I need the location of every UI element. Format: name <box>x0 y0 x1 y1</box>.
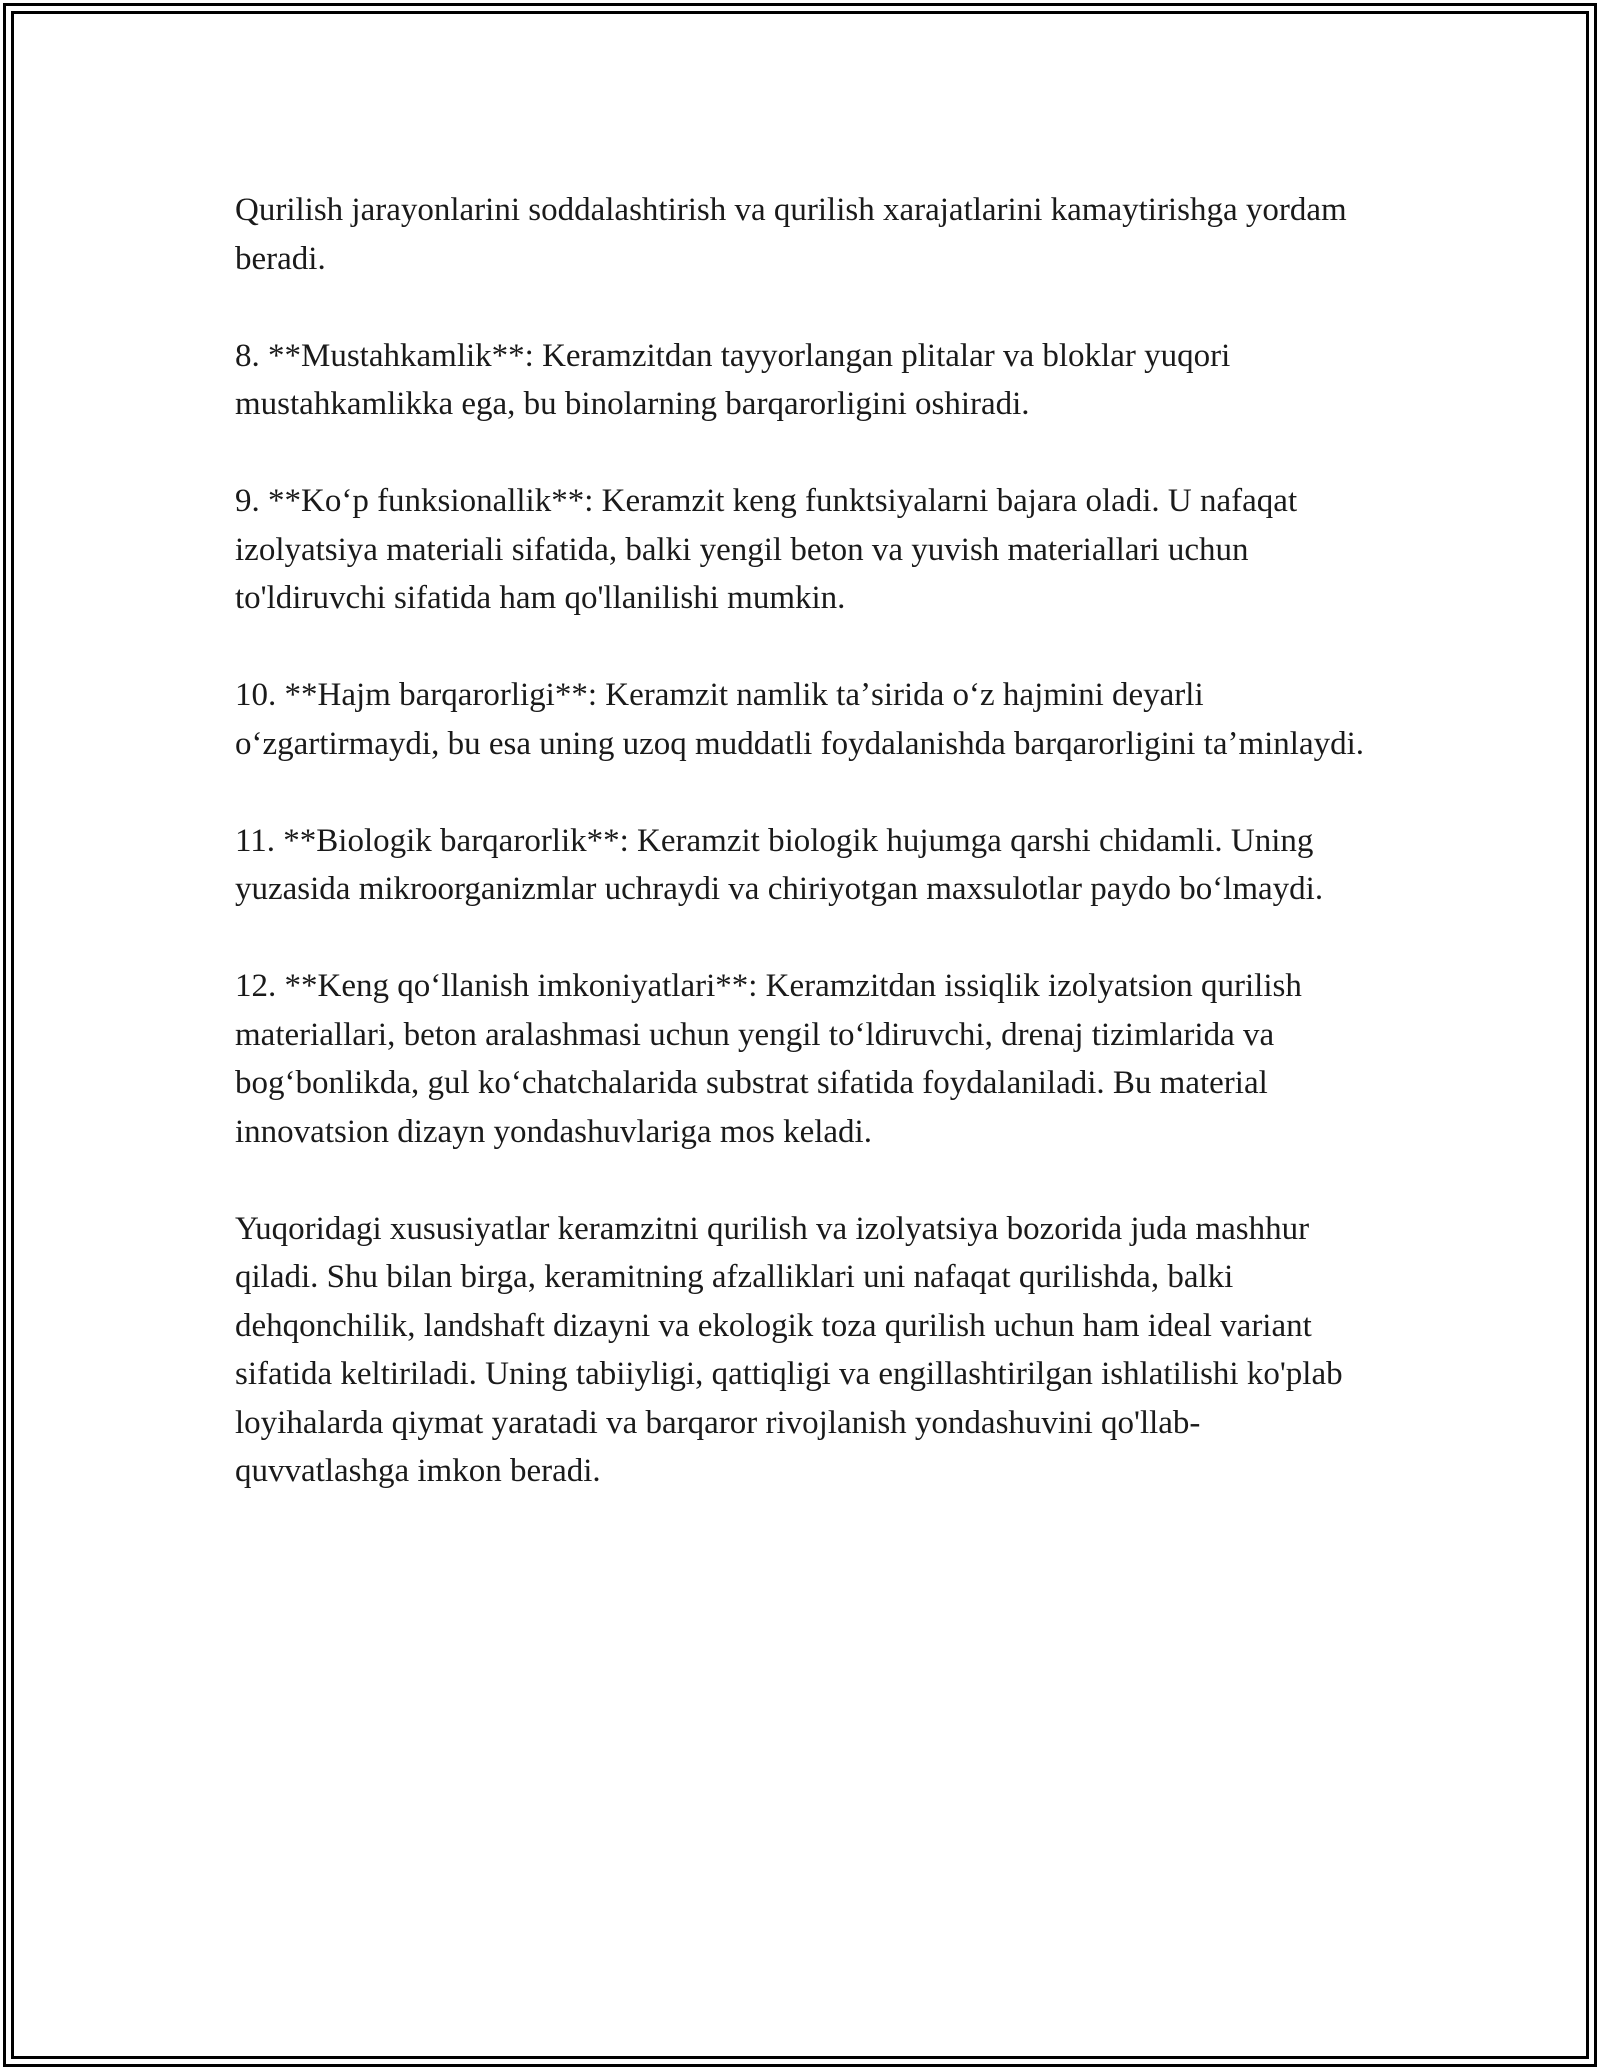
paragraph-item-11: 11. **Biologik barqarorlik**: Keramzit biologik hujumga qarshi chidamli. Uning yuzasida mikroorganizmlar uchraydi va chiriyotgan maxsulotlar paydo boʻlmaydi. <box>235 822 1324 907</box>
document-body <box>235 186 1365 1544</box>
paragraph-conclusion: Yuqoridagi xususiyatlar keramzitni qurilish va izolyatsiya bozorida juda mashhur qiladi. Shu bilan birga, keramitning afzalliklari uni nafaqat qurilishda, balki dehqonchilik, landshaft dizayni va ekologik toza qurilish uchun ham ideal variant sifatida keltiriladi. Uning tabiiyligi, qattiqligi va engillashtirilgan ishlatilishi ko'plab loyihalarda qiymat yaratadi va barqaror rivojlanish yondashuvini qo'llab-quvvatlashga imkon beradi. <box>235 1210 1343 1489</box>
paragraph-intro-continuation: Qurilish jarayonlarini soddalashtirish va qurilish xarajatlarini kamaytirishga yordam beradi. <box>235 192 1347 277</box>
paragraph-item-10: 10. **Hajm barqarorligi**: Keramzit namlik taʼsirida oʻz hajmini deyarli oʻzgartirmaydi, bu esa uning uzoq muddatli foydalanishda barqarorligini taʼminlaydi. <box>235 677 1365 762</box>
paragraph-item-12: 12. **Keng qoʻllanish imkoniyatlari**: Keramzitdan issiqlik izolyatsion qurilish materiallari, beton aralashmasi uchun yengil toʻldiruvchi, drenaj tizimlarida va bogʻbonlikda, gul koʻchatchalarida substrat sifatida foydalaniladi. Bu material innovatsion dizayn yondashuvlariga mos keladi. <box>235 968 1302 1150</box>
paragraph-item-9: 9. **Koʻp funksionallik**: Keramzit keng funktsiyalarni bajara oladi. U nafaqat izolyatsiya materiali sifatida, balki yengil beton va yuvish materiallari uchun to'ldiruvchi sifatida ham qo'llanilishi mumkin. <box>235 483 1298 616</box>
paragraph-item-8: 8. **Mustahkamlik**: Keramzitdan tayyorlangan plitalar va bloklar yuqori mustahkamlikka ega, bu binolarning barqarorligini oshiradi. <box>235 337 1231 422</box>
